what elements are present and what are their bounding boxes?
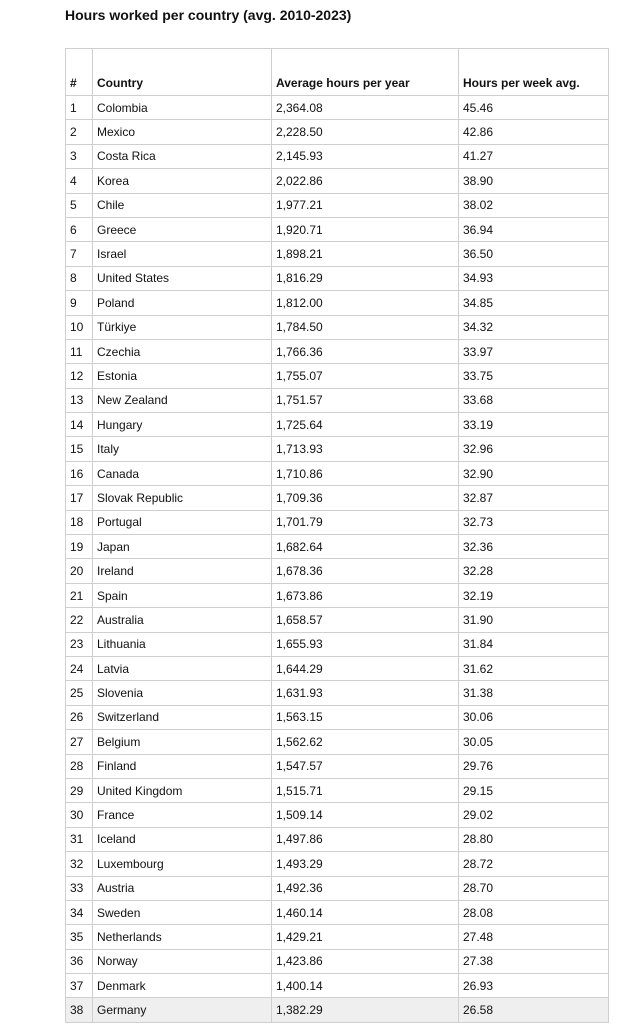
hours-table-container (65, 48, 608, 1023)
cell-rank: 33 (66, 876, 93, 900)
table-row (66, 754, 609, 778)
table-row (66, 461, 609, 485)
cell-country: Türkiye (93, 315, 272, 339)
table-row (66, 144, 609, 168)
cell-country: Latvia (93, 656, 272, 680)
cell-hours-per-year: 1,429.21 (272, 925, 459, 949)
cell-rank: 14 (66, 413, 93, 437)
cell-hours-per-week: 32.87 (459, 486, 609, 510)
cell-hours-per-week: 45.46 (459, 96, 609, 120)
cell-rank: 12 (66, 364, 93, 388)
cell-hours-per-year: 1,658.57 (272, 608, 459, 632)
cell-hours-per-week: 27.38 (459, 949, 609, 973)
table-row (66, 730, 609, 754)
table-row (66, 535, 609, 559)
cell-hours-per-year: 1,492.36 (272, 876, 459, 900)
cell-country: Hungary (93, 413, 272, 437)
cell-hours-per-year: 1,812.00 (272, 291, 459, 315)
table-row (66, 266, 609, 290)
table-row (66, 827, 609, 851)
table-row (66, 315, 609, 339)
cell-country: Portugal (93, 510, 272, 534)
cell-country: Switzerland (93, 705, 272, 729)
table-row (66, 437, 609, 461)
cell-hours-per-year: 1,423.86 (272, 949, 459, 973)
table-row (66, 217, 609, 241)
cell-hours-per-week: 28.72 (459, 852, 609, 876)
cell-hours-per-week: 42.86 (459, 120, 609, 144)
cell-rank: 7 (66, 242, 93, 266)
table-row (66, 998, 609, 1022)
cell-rank: 20 (66, 559, 93, 583)
table-row (66, 949, 609, 973)
table-row (66, 583, 609, 607)
cell-hours-per-week: 36.50 (459, 242, 609, 266)
cell-hours-per-week: 29.76 (459, 754, 609, 778)
cell-country: Colombia (93, 96, 272, 120)
cell-hours-per-year: 2,228.50 (272, 120, 459, 144)
table-row (66, 510, 609, 534)
cell-country: France (93, 803, 272, 827)
cell-hours-per-year: 1,701.79 (272, 510, 459, 534)
cell-rank: 18 (66, 510, 93, 534)
cell-country: United States (93, 266, 272, 290)
cell-rank: 30 (66, 803, 93, 827)
cell-rank: 28 (66, 754, 93, 778)
cell-rank: 29 (66, 778, 93, 802)
cell-hours-per-year: 1,631.93 (272, 681, 459, 705)
table-row (66, 364, 609, 388)
table-body (66, 96, 609, 1023)
cell-hours-per-week: 29.02 (459, 803, 609, 827)
cell-hours-per-week: 28.08 (459, 900, 609, 924)
cell-country: Korea (93, 169, 272, 193)
cell-hours-per-year: 2,364.08 (272, 96, 459, 120)
table-row (66, 339, 609, 363)
cell-hours-per-week: 28.70 (459, 876, 609, 900)
cell-rank: 1 (66, 96, 93, 120)
table-row (66, 656, 609, 680)
page-title: Hours worked per country (avg. 2010-2023) (65, 7, 352, 23)
table-row (66, 974, 609, 998)
cell-hours-per-week: 31.62 (459, 656, 609, 680)
cell-rank: 24 (66, 656, 93, 680)
header-country: Country (93, 49, 272, 96)
table-row (66, 413, 609, 437)
table-row (66, 681, 609, 705)
cell-country: Estonia (93, 364, 272, 388)
cell-hours-per-year: 1,725.64 (272, 413, 459, 437)
cell-rank: 37 (66, 974, 93, 998)
cell-rank: 34 (66, 900, 93, 924)
cell-hours-per-week: 29.15 (459, 778, 609, 802)
cell-country: Greece (93, 217, 272, 241)
cell-hours-per-week: 38.90 (459, 169, 609, 193)
cell-hours-per-year: 1,493.29 (272, 852, 459, 876)
table-row (66, 559, 609, 583)
cell-country: Slovak Republic (93, 486, 272, 510)
cell-hours-per-year: 1,673.86 (272, 583, 459, 607)
cell-rank: 9 (66, 291, 93, 315)
header-average-hours-per-year: Average hours per year (272, 49, 459, 96)
cell-hours-per-year: 2,022.86 (272, 169, 459, 193)
cell-hours-per-year: 1,509.14 (272, 803, 459, 827)
cell-hours-per-week: 33.68 (459, 388, 609, 412)
cell-hours-per-week: 31.90 (459, 608, 609, 632)
cell-hours-per-week: 30.06 (459, 705, 609, 729)
header-hours-per-week-avg: Hours per week avg. (459, 49, 609, 96)
cell-country: Lithuania (93, 632, 272, 656)
table-row (66, 242, 609, 266)
cell-hours-per-year: 1,755.07 (272, 364, 459, 388)
cell-hours-per-week: 34.32 (459, 315, 609, 339)
cell-rank: 31 (66, 827, 93, 851)
cell-country: Denmark (93, 974, 272, 998)
cell-rank: 23 (66, 632, 93, 656)
cell-hours-per-week: 31.38 (459, 681, 609, 705)
table-row (66, 778, 609, 802)
cell-rank: 22 (66, 608, 93, 632)
cell-hours-per-year: 1,682.64 (272, 535, 459, 559)
cell-rank: 15 (66, 437, 93, 461)
table-row (66, 876, 609, 900)
cell-hours-per-week: 41.27 (459, 144, 609, 168)
cell-hours-per-week: 32.90 (459, 461, 609, 485)
cell-hours-per-year: 2,145.93 (272, 144, 459, 168)
cell-rank: 21 (66, 583, 93, 607)
cell-country: Finland (93, 754, 272, 778)
cell-rank: 25 (66, 681, 93, 705)
table-row (66, 120, 609, 144)
cell-hours-per-year: 1,710.86 (272, 461, 459, 485)
cell-hours-per-year: 1,766.36 (272, 339, 459, 363)
cell-rank: 36 (66, 949, 93, 973)
cell-country: United Kingdom (93, 778, 272, 802)
cell-hours-per-year: 1,382.29 (272, 998, 459, 1022)
cell-hours-per-week: 26.58 (459, 998, 609, 1022)
table-row (66, 705, 609, 729)
cell-rank: 26 (66, 705, 93, 729)
cell-hours-per-year: 1,563.15 (272, 705, 459, 729)
cell-country: Slovenia (93, 681, 272, 705)
table-row (66, 193, 609, 217)
cell-country: Austria (93, 876, 272, 900)
table-row (66, 852, 609, 876)
cell-hours-per-week: 32.28 (459, 559, 609, 583)
cell-rank: 2 (66, 120, 93, 144)
cell-hours-per-week: 27.48 (459, 925, 609, 949)
cell-rank: 3 (66, 144, 93, 168)
cell-hours-per-week: 33.19 (459, 413, 609, 437)
cell-country: New Zealand (93, 388, 272, 412)
cell-hours-per-week: 30.05 (459, 730, 609, 754)
cell-hours-per-week: 32.36 (459, 535, 609, 559)
table-row (66, 169, 609, 193)
cell-country: Spain (93, 583, 272, 607)
cell-hours-per-year: 1,898.21 (272, 242, 459, 266)
cell-rank: 19 (66, 535, 93, 559)
cell-hours-per-year: 1,547.57 (272, 754, 459, 778)
cell-country: Canada (93, 461, 272, 485)
cell-hours-per-week: 34.85 (459, 291, 609, 315)
cell-country: Belgium (93, 730, 272, 754)
cell-hours-per-year: 1,784.50 (272, 315, 459, 339)
cell-rank: 10 (66, 315, 93, 339)
cell-rank: 8 (66, 266, 93, 290)
table-row (66, 388, 609, 412)
table-row (66, 608, 609, 632)
cell-hours-per-week: 33.75 (459, 364, 609, 388)
cell-rank: 35 (66, 925, 93, 949)
cell-country: Costa Rica (93, 144, 272, 168)
cell-country: Germany (93, 998, 272, 1022)
cell-hours-per-week: 33.97 (459, 339, 609, 363)
cell-country: Australia (93, 608, 272, 632)
cell-country: Czechia (93, 339, 272, 363)
cell-hours-per-year: 1,678.36 (272, 559, 459, 583)
cell-hours-per-year: 1,816.29 (272, 266, 459, 290)
cell-country: Chile (93, 193, 272, 217)
cell-country: Italy (93, 437, 272, 461)
cell-hours-per-week: 36.94 (459, 217, 609, 241)
table-row (66, 96, 609, 120)
cell-hours-per-week: 34.93 (459, 266, 609, 290)
cell-hours-per-year: 1,713.93 (272, 437, 459, 461)
cell-country: Mexico (93, 120, 272, 144)
table-row (66, 632, 609, 656)
header-rank: # (66, 49, 93, 96)
cell-country: Ireland (93, 559, 272, 583)
cell-country: Netherlands (93, 925, 272, 949)
cell-hours-per-week: 32.96 (459, 437, 609, 461)
cell-rank: 13 (66, 388, 93, 412)
cell-hours-per-week: 31.84 (459, 632, 609, 656)
table-header-row (66, 49, 609, 96)
table-row (66, 291, 609, 315)
table-row (66, 925, 609, 949)
cell-hours-per-year: 1,460.14 (272, 900, 459, 924)
table-row (66, 486, 609, 510)
cell-country: Israel (93, 242, 272, 266)
cell-rank: 6 (66, 217, 93, 241)
cell-hours-per-year: 1,515.71 (272, 778, 459, 802)
cell-rank: 32 (66, 852, 93, 876)
cell-country: Iceland (93, 827, 272, 851)
cell-hours-per-year: 1,751.57 (272, 388, 459, 412)
cell-country: Luxembourg (93, 852, 272, 876)
cell-rank: 11 (66, 339, 93, 363)
cell-hours-per-week: 28.80 (459, 827, 609, 851)
cell-hours-per-year: 1,920.71 (272, 217, 459, 241)
cell-country: Norway (93, 949, 272, 973)
cell-hours-per-week: 32.73 (459, 510, 609, 534)
cell-country: Japan (93, 535, 272, 559)
cell-hours-per-week: 32.19 (459, 583, 609, 607)
cell-country: Sweden (93, 900, 272, 924)
cell-rank: 17 (66, 486, 93, 510)
table-row (66, 803, 609, 827)
cell-hours-per-year: 1,709.36 (272, 486, 459, 510)
hours-table (65, 48, 609, 1023)
cell-rank: 27 (66, 730, 93, 754)
cell-hours-per-year: 1,644.29 (272, 656, 459, 680)
cell-hours-per-week: 26.93 (459, 974, 609, 998)
cell-rank: 4 (66, 169, 93, 193)
cell-hours-per-year: 1,400.14 (272, 974, 459, 998)
cell-rank: 5 (66, 193, 93, 217)
cell-hours-per-year: 1,977.21 (272, 193, 459, 217)
cell-hours-per-year: 1,562.62 (272, 730, 459, 754)
cell-hours-per-year: 1,655.93 (272, 632, 459, 656)
cell-hours-per-year: 1,497.86 (272, 827, 459, 851)
cell-hours-per-week: 38.02 (459, 193, 609, 217)
cell-rank: 38 (66, 998, 93, 1022)
cell-rank: 16 (66, 461, 93, 485)
cell-country: Poland (93, 291, 272, 315)
table-row (66, 900, 609, 924)
